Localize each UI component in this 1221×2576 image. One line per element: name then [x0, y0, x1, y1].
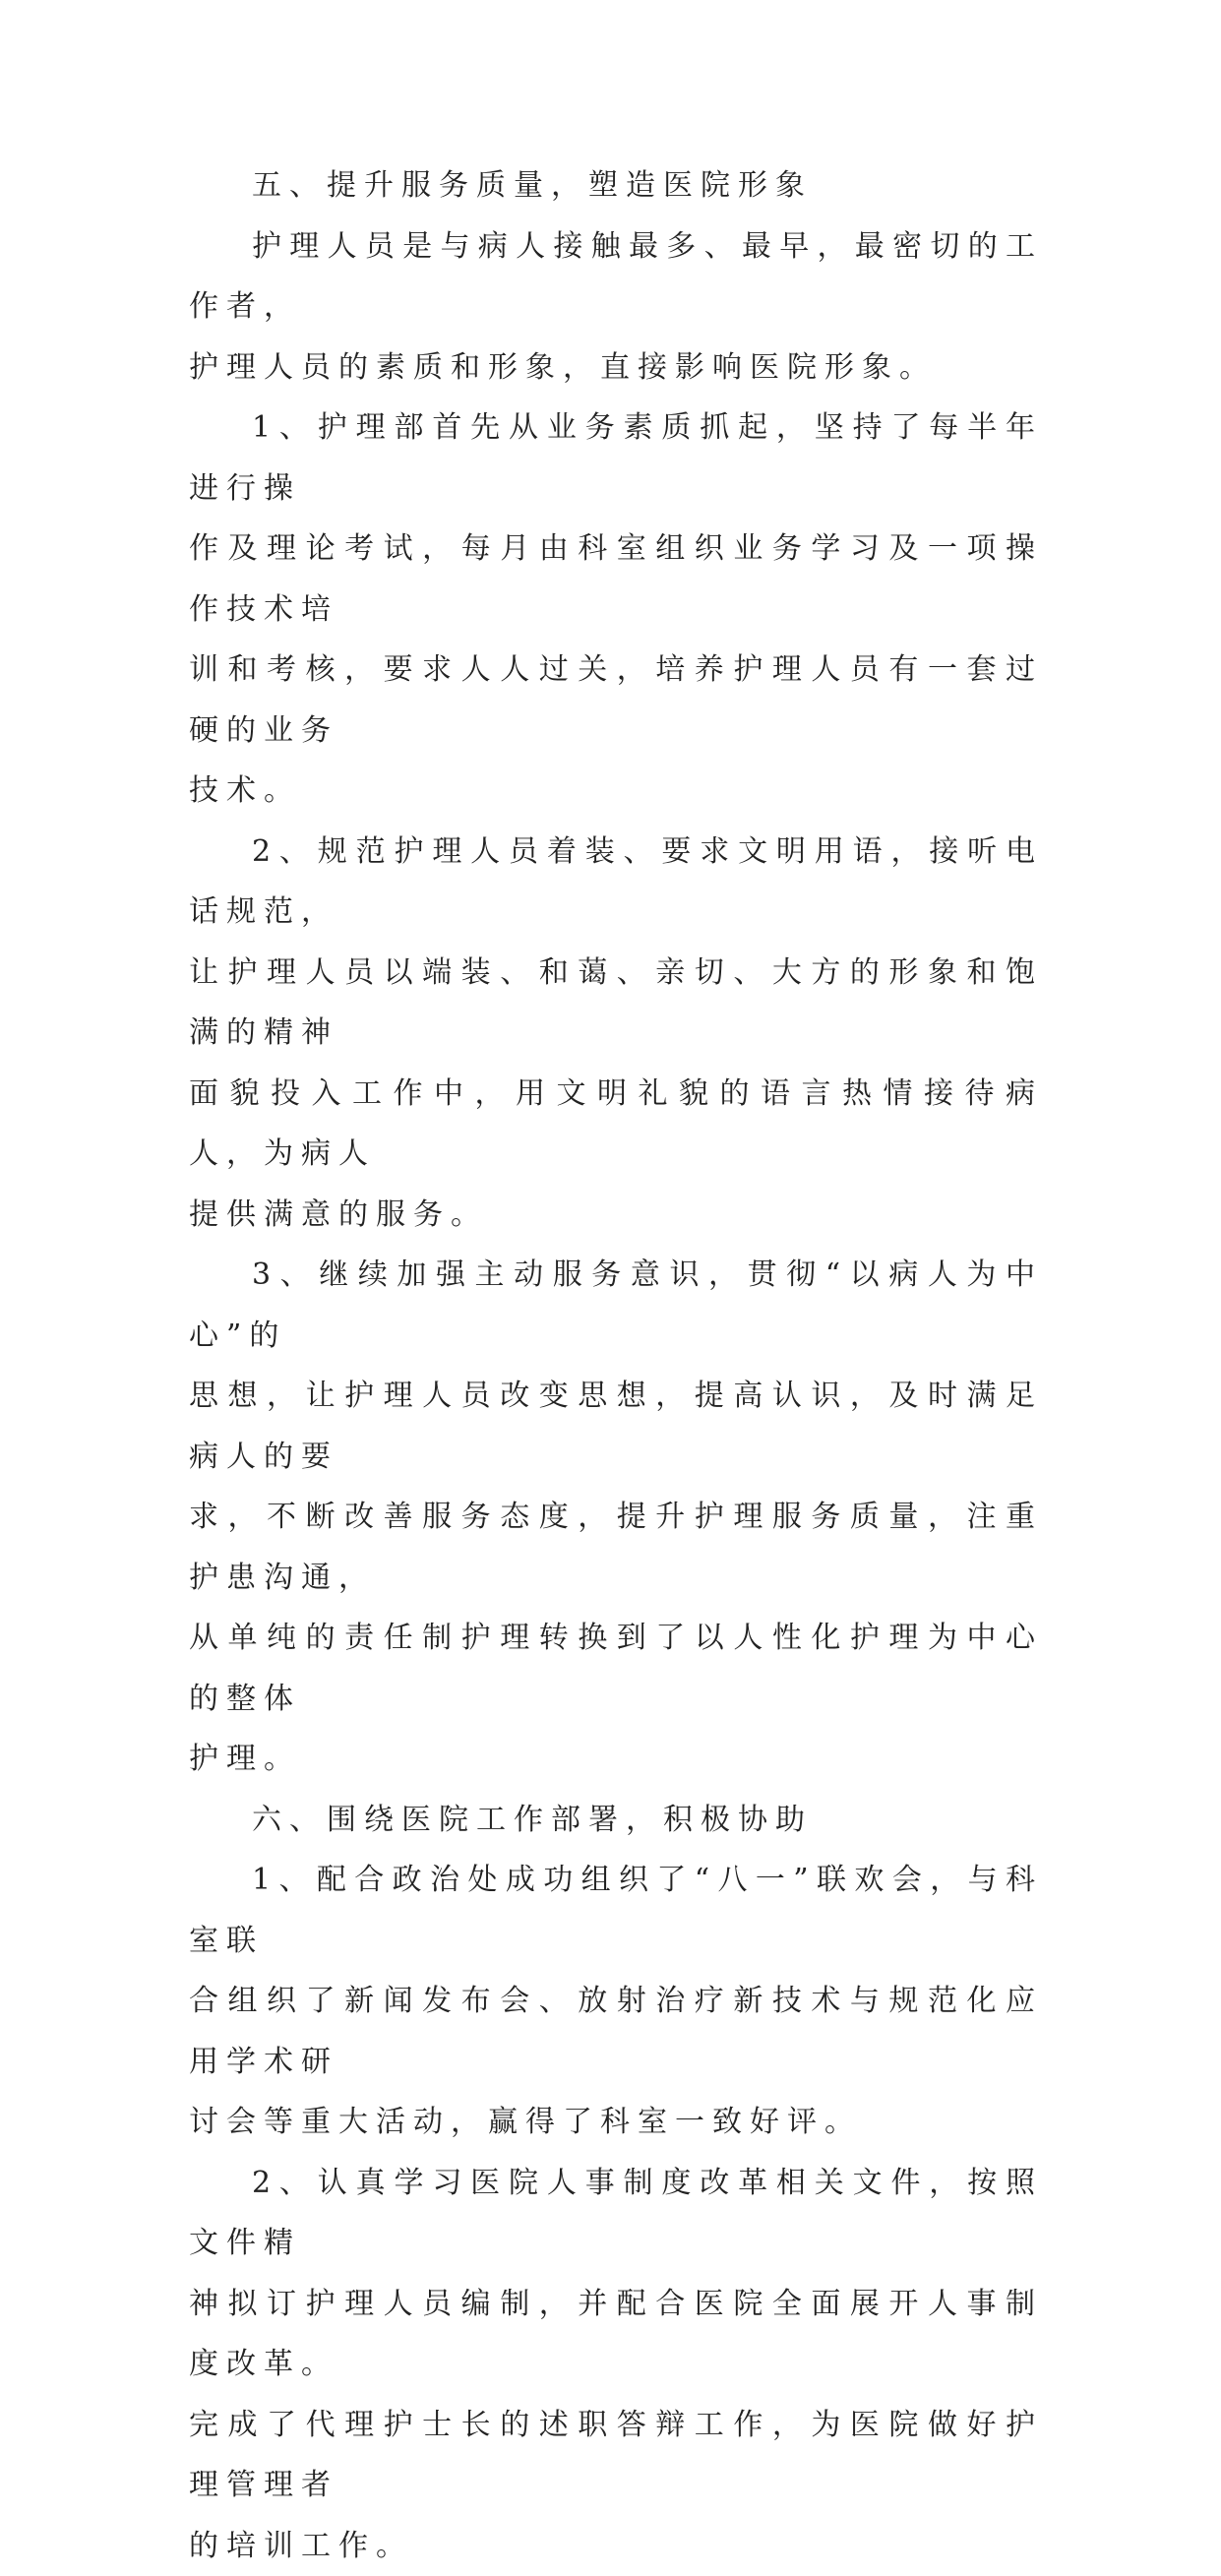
list-item: 3、继续加强主动服务意识，贯彻“以病人为中心”的 思想，让护理人员改变思想，提高认识，及时满足病人的要 求，不断改善服务态度，提升护理服务质量，注重护患沟通， 从单纯的责任制护理转换到了以人性化护理为中心的整体 护理。: [189, 1245, 1043, 1790]
list-item: 2、规范护理人员着装、要求文明用语，接听电话规范， 让护理人员以端装、和蔼、亲切、大方的形象和饱满的精神 面貌投入工作中，用文明礼貌的语言热情接待病人，为病人 提供满意的服务。: [189, 822, 1043, 1246]
paragraph: 护理人员是与病人接触最多、最早，最密切的工作者， 护理人员的素质和形象，直接影响医院形象。: [189, 216, 1043, 399]
list-item: 1、配合政治处成功组织了“八一”联欢会，与科室联 合组织了新闻发布会、放射治疗新技术与规范化应用学术研 讨会等重大活动，赢得了科室一致好评。: [189, 1850, 1043, 2153]
list-item: 1、护理部首先从业务素质抓起，坚持了每半年进行操 作及理论考试，每月由科室组织业务学习及一项操作技术培 训和考核，要求人人过关，培养护理人员有一套过硬的业务 技术。: [189, 398, 1043, 822]
section-heading-5: 五、提升服务质量，塑造医院形象: [189, 155, 1043, 216]
list-item: 2、认真学习医院人事制度改革相关文件，按照文件精 神拟订护理人员编制，并配合医院全面展开人事制度改革。 完成了代理护士长的述职答辩工作，为医院做好护理管理者 的培训工作。: [189, 2153, 1043, 2576]
document-body: [189, 155, 1043, 2576]
section-heading-6: 六、围绕医院工作部署，积极协助: [189, 1790, 1043, 1851]
